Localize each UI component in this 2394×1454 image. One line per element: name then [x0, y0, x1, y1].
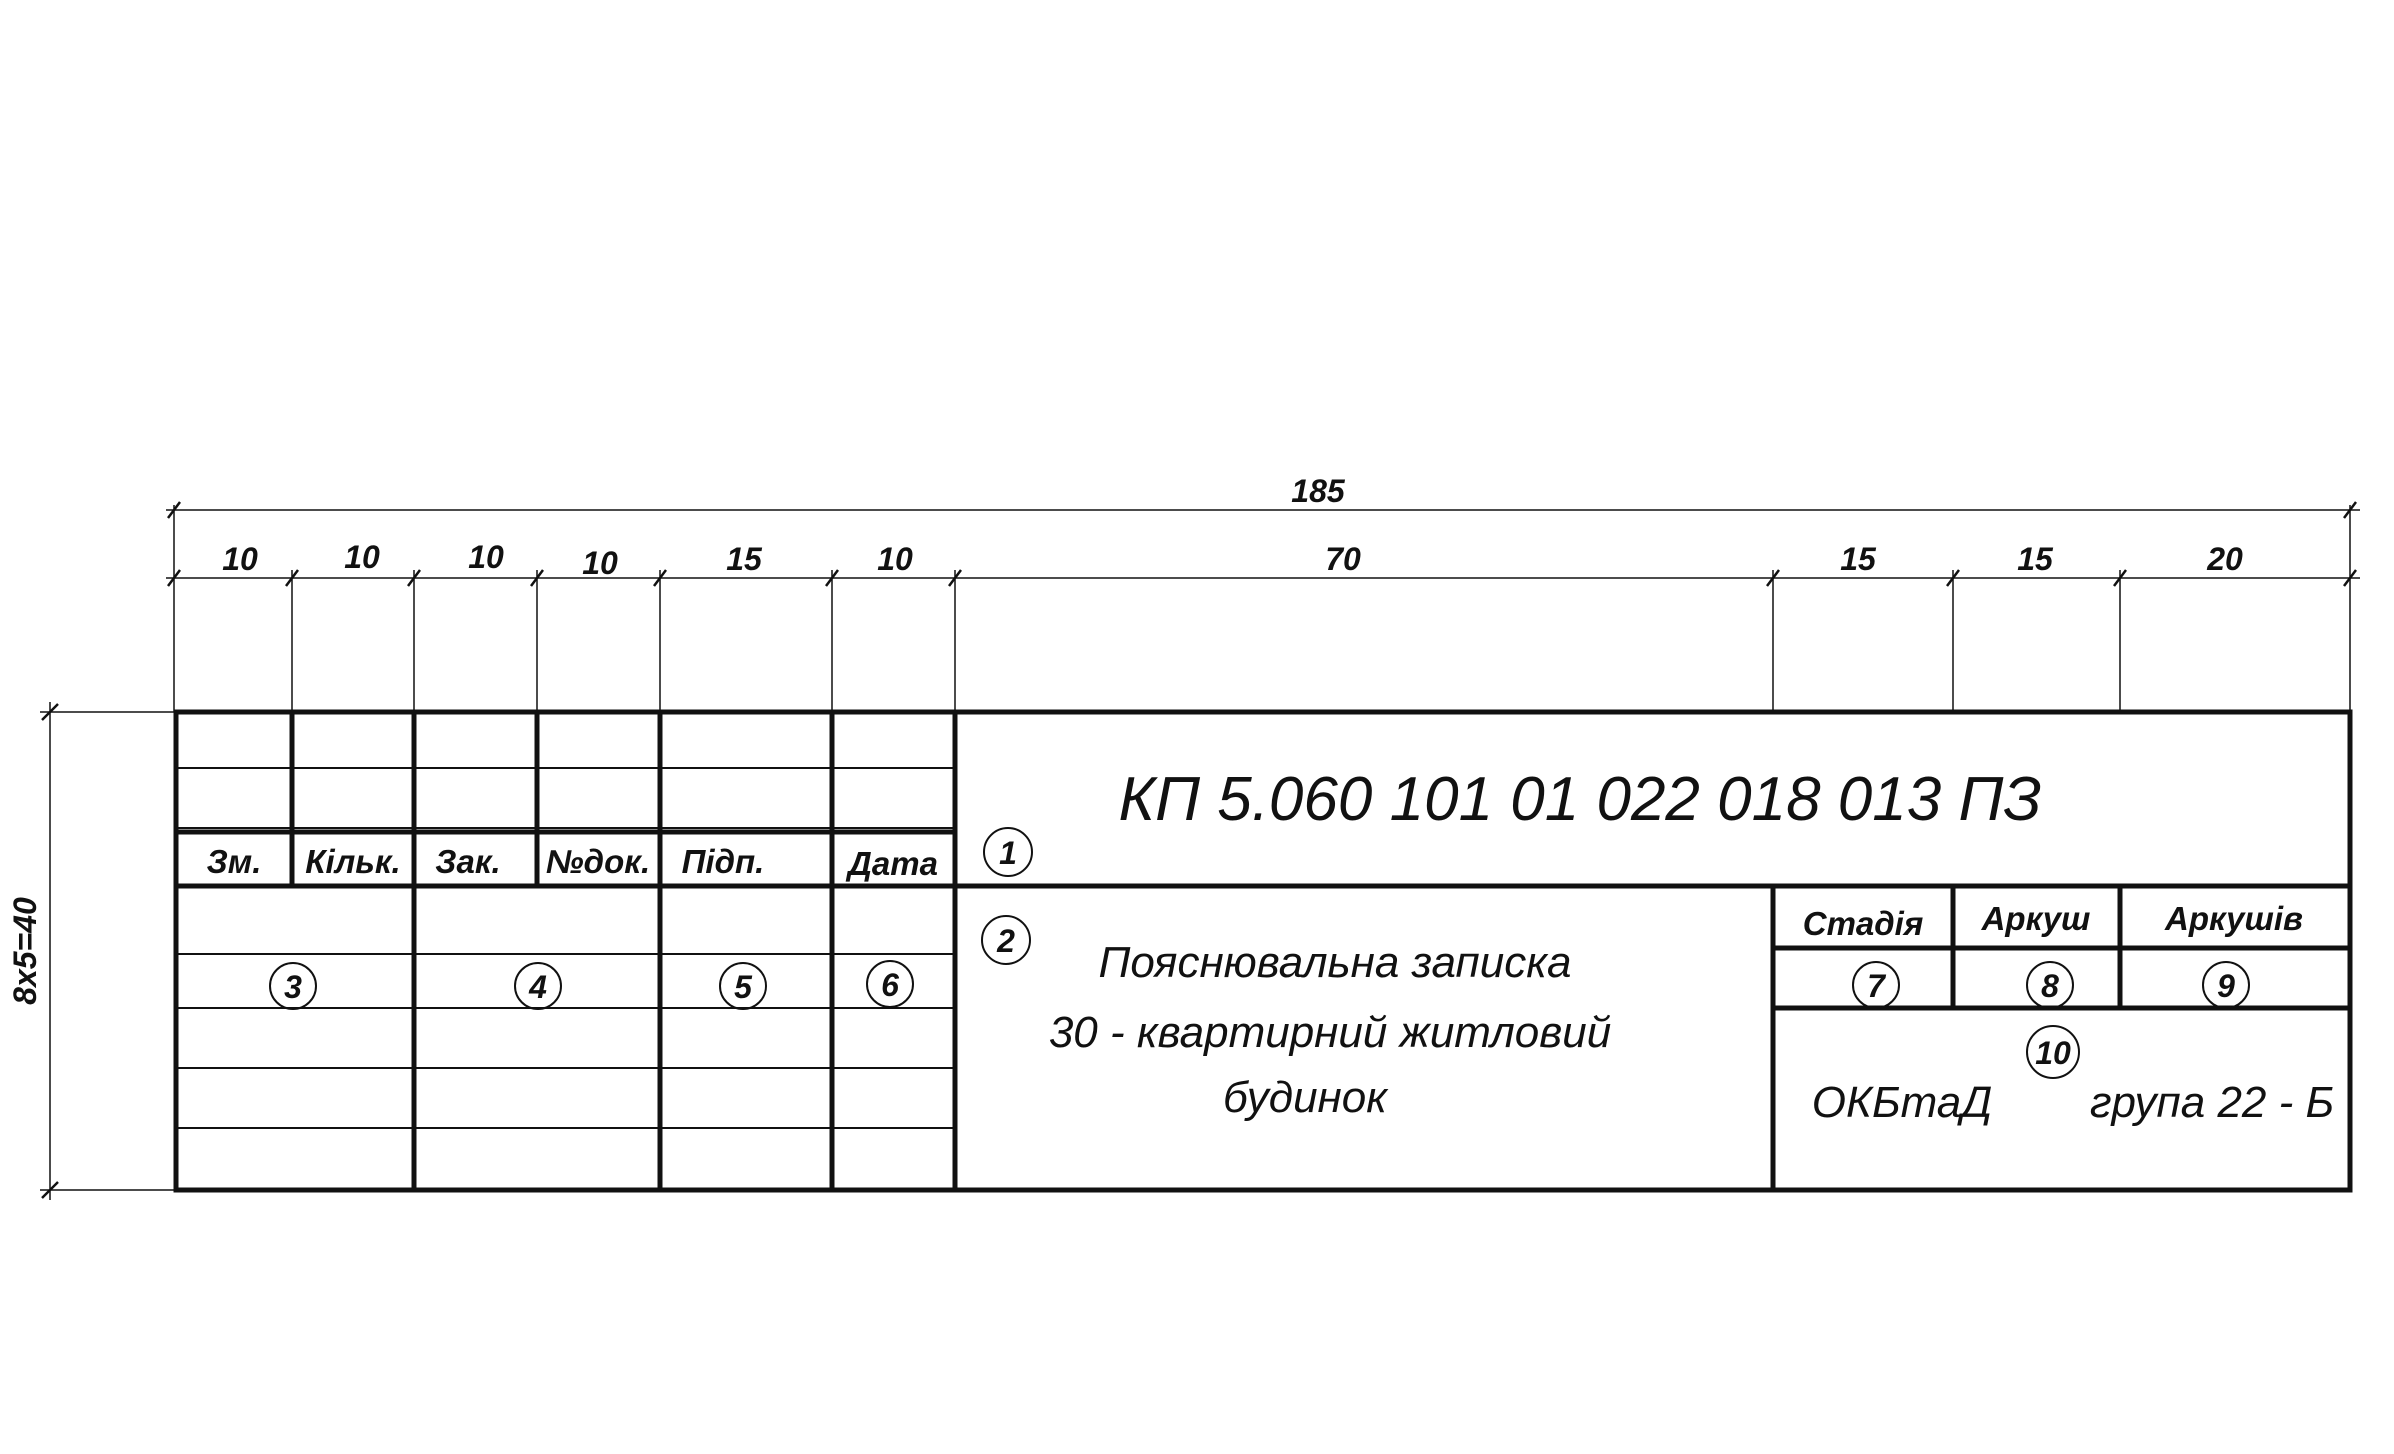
dim-col-9: 15 [2017, 541, 2053, 577]
height-dimension [7, 702, 178, 1200]
field-marker-10 [2027, 1026, 2079, 1078]
header-zak: Зак. [435, 843, 501, 880]
header-pidp: Підп. [681, 843, 765, 880]
svg-text:5: 5 [734, 969, 752, 1005]
dimension-lines [166, 473, 2360, 712]
field-marker-9 [2203, 962, 2249, 1008]
svg-text:1: 1 [999, 835, 1017, 871]
header-zm: Зм. [206, 843, 262, 880]
document-code: КП 5.060 101 01 022 018 013 ПЗ [1118, 765, 2042, 834]
title-text [1049, 938, 1611, 1122]
title-line-1: Пояснювальна записка [1098, 938, 1572, 987]
field-marker-7 [1853, 962, 1899, 1008]
svg-text:3: 3 [284, 969, 302, 1005]
dim-total-height: 8x5=40 [7, 897, 43, 1005]
dim-col-10: 20 [2207, 541, 2243, 577]
svg-text:8: 8 [2041, 968, 2059, 1004]
title-line-3: будинок [1222, 1073, 1388, 1122]
svg-text:2: 2 [997, 923, 1015, 959]
field-marker-4 [515, 963, 561, 1009]
header-ndok: №док. [545, 843, 651, 880]
dim-col-3: 10 [468, 539, 504, 575]
group-name: група 22 - Б [2089, 1078, 2335, 1127]
dim-total-width: 185 [1291, 473, 1345, 509]
dim-col-4: 10 [582, 545, 618, 581]
header-kilk: Кільк. [305, 843, 401, 880]
field-marker-2 [982, 916, 1030, 964]
header-arkushiv: Аркушів [2165, 900, 2303, 937]
dim-col-1: 10 [222, 541, 258, 577]
header-arkush: Аркуш [1981, 900, 2091, 937]
svg-text:10: 10 [2035, 1035, 2071, 1071]
svg-text:7: 7 [1867, 968, 1885, 1004]
dim-col-2: 10 [344, 539, 380, 575]
svg-text:4: 4 [529, 969, 547, 1005]
dim-col-8: 15 [1840, 541, 1876, 577]
field-marker-6 [867, 961, 913, 1007]
title-line-2: 30 - квартирний житловий [1048, 1008, 1612, 1057]
field-marker-5 [720, 963, 766, 1009]
field-marker-8 [2027, 962, 2073, 1008]
svg-text:6: 6 [881, 967, 899, 1003]
header-data: Дата [848, 845, 938, 882]
svg-text:9: 9 [2217, 968, 2235, 1004]
field-marker-3 [270, 963, 316, 1009]
dim-col-7: 70 [1325, 541, 1361, 577]
header-stadiia: Стадія [1802, 905, 1924, 942]
column-headers [207, 843, 2303, 942]
field-marker-1 [984, 828, 1032, 876]
dim-col-5: 15 [726, 541, 762, 577]
organization-name: ОКБтаД [1811, 1078, 1993, 1127]
dim-col-6: 10 [877, 541, 913, 577]
